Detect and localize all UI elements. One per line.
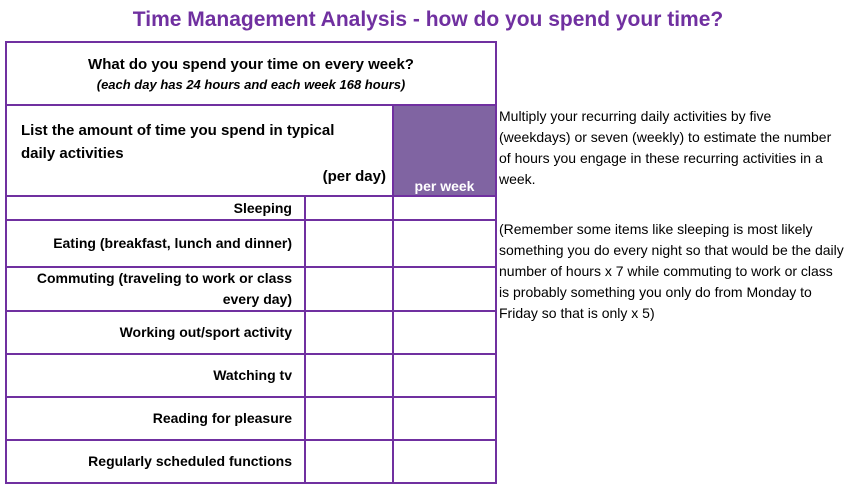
per-week-label: per week bbox=[414, 178, 475, 194]
per-day-input-cell[interactable] bbox=[305, 397, 393, 440]
per-day-label: (per day) bbox=[322, 168, 386, 185]
table-row bbox=[6, 196, 496, 220]
table-row bbox=[6, 220, 496, 267]
table-row bbox=[6, 397, 496, 440]
list-heading: List the amount of time you spend in typical daily activities bbox=[21, 122, 335, 162]
per-day-input-cell[interactable] bbox=[305, 354, 393, 397]
column-header-row bbox=[6, 105, 496, 196]
activity-label: Regularly scheduled functions bbox=[6, 440, 305, 483]
per-day-input-cell[interactable] bbox=[305, 311, 393, 354]
table-row bbox=[6, 354, 496, 397]
per-day-input-cell[interactable] bbox=[305, 196, 393, 220]
activity-label: Sleeping bbox=[6, 196, 305, 220]
table-row bbox=[6, 440, 496, 483]
activity-label: Commuting (traveling to work or class every day) bbox=[6, 267, 305, 311]
per-week-input-cell[interactable] bbox=[393, 220, 496, 267]
per-week-input-cell[interactable] bbox=[393, 311, 496, 354]
per-week-input-cell[interactable] bbox=[393, 196, 496, 220]
page-title: Time Management Analysis - how do you spend your time? bbox=[132, 8, 724, 31]
header-question: What do you spend your time on every week? bbox=[88, 55, 414, 73]
per-week-input-cell[interactable] bbox=[393, 354, 496, 397]
table-header-row bbox=[6, 42, 496, 105]
instruction-note: Multiply your recurring daily activities by five (weekdays) or seven (weekly) to estimate the number of hours you engage in these recurring activities in a week. bbox=[499, 108, 832, 187]
header-note: (each day has 24 hours and each week 168 hours) bbox=[96, 76, 406, 92]
list-heading-cell bbox=[6, 105, 393, 196]
per-week-input-cell[interactable] bbox=[393, 267, 496, 311]
per-day-input-cell[interactable] bbox=[305, 267, 393, 311]
table-row bbox=[6, 267, 496, 311]
per-week-header bbox=[393, 105, 496, 196]
activity-label: Working out/sport activity bbox=[6, 311, 305, 354]
per-day-input-cell[interactable] bbox=[305, 220, 393, 267]
reminder-note: (Remember some items like sleeping is most likely something you do every night so that would be the daily number of hours x 7 while commuting to work or class is probably something you only do from Monday to Friday so that is only x 5) bbox=[499, 221, 844, 321]
time-table bbox=[5, 41, 497, 484]
activity-label: Reading for pleasure bbox=[6, 397, 305, 440]
header-cell bbox=[6, 42, 496, 105]
per-week-input-cell[interactable] bbox=[393, 440, 496, 483]
activity-label: Eating (breakfast, lunch and dinner) bbox=[6, 220, 305, 267]
table-row bbox=[6, 311, 496, 354]
activity-label: Watching tv bbox=[6, 354, 305, 397]
per-week-input-cell[interactable] bbox=[393, 397, 496, 440]
per-day-input-cell[interactable] bbox=[305, 440, 393, 483]
